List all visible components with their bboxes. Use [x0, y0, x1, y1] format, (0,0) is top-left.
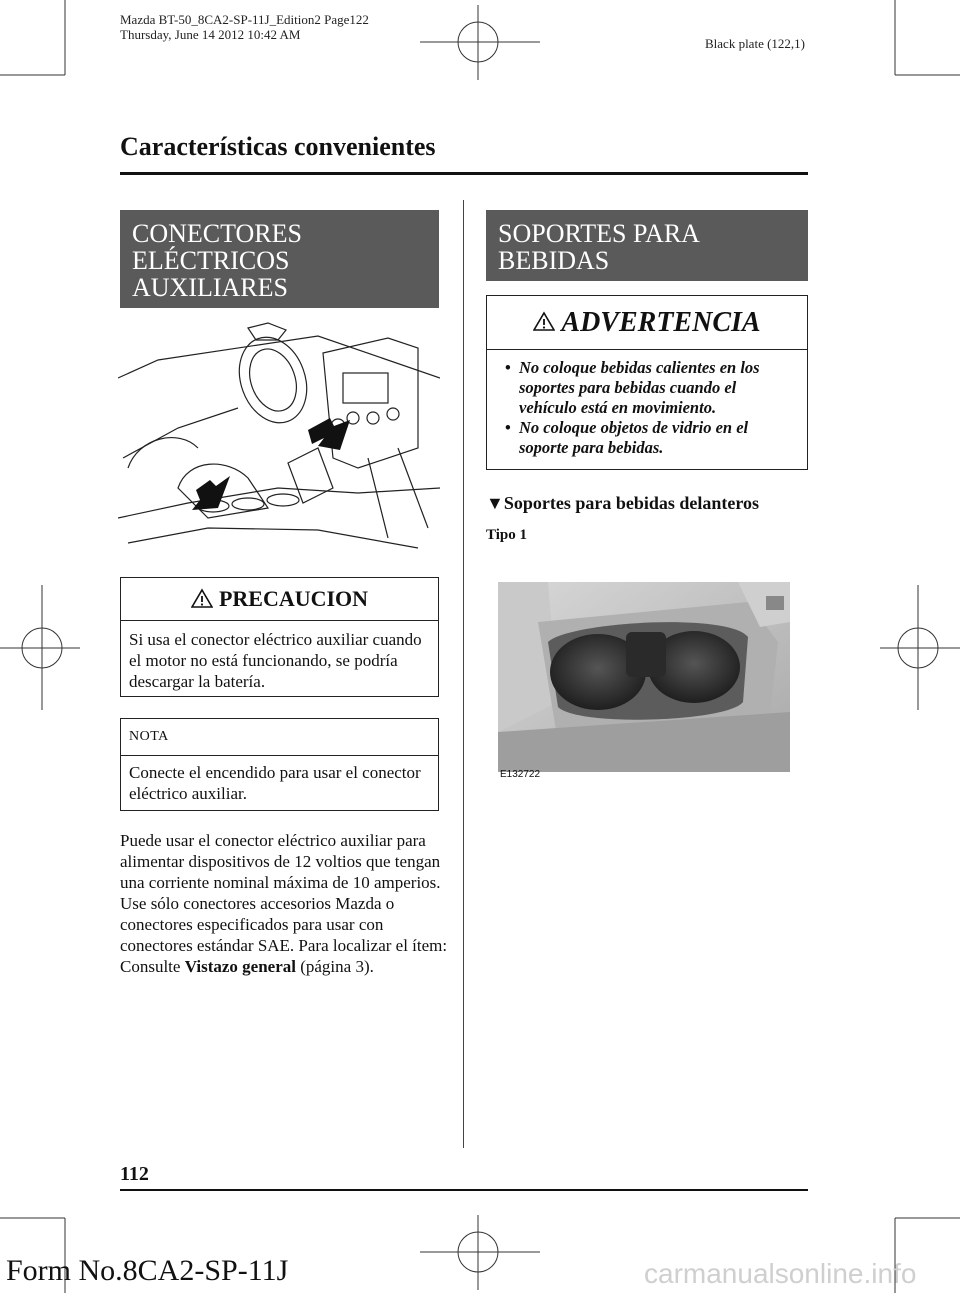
heading-line: BEBIDAS: [498, 246, 610, 275]
reference-link[interactable]: Vistazo general: [184, 957, 296, 976]
note-text: Conecte el encendido para usar el conector eléctrico auxiliar.: [129, 763, 421, 803]
warning-item: • No coloque bebidas calientes en los soportes para bebidas cuando el vehículo está en movimiento.: [505, 358, 791, 418]
warning-item: • No coloque objetos de vidrio en el soporte para bebidas.: [505, 418, 791, 458]
caution-box: [120, 577, 439, 697]
cupholder-photo: [498, 582, 790, 772]
heading-line: CONECTORES: [132, 219, 302, 248]
warning-triangle-icon: [533, 311, 555, 331]
print-job-line: Mazda BT-50_8CA2-SP-11J_Edition2 Page122: [120, 12, 369, 27]
triangle-marker-icon: ▼: [486, 493, 504, 513]
header-rule: [120, 172, 808, 175]
page-number: 112: [120, 1163, 149, 1185]
subheading: [486, 493, 759, 514]
warning-box: [486, 295, 808, 470]
warning-list: [487, 350, 807, 458]
heading-line: SOPORTES PARA: [498, 219, 700, 248]
heading-line: AUXILIARES: [132, 273, 288, 302]
watermark: carmanualsonline.info: [644, 1258, 917, 1289]
plate-label: Black plate (122,1): [705, 36, 805, 51]
section-heading-cupholders: [486, 210, 808, 281]
description-text: Puede usar el conector eléctrico auxiliar para alimentar dispositivos de 12 voltios que tengan una corriente nominal máxima de 10 amperios. Use sólo conectores accesorios Mazda o conectores especificados para usar con conectores estándar SAE. Para localizar el ítem: Consulte: [120, 831, 448, 976]
warning-triangle-icon: [191, 588, 213, 608]
type-label: Tipo 1: [486, 527, 527, 543]
column-divider: [463, 200, 464, 1148]
form-number: Form No.8CA2-SP-11J: [6, 1254, 289, 1287]
description-page-ref: (página 3).: [295, 957, 374, 976]
caution-text: Si usa el conector eléctrico auxiliar cuando el motor no está funcionando, se podría descargar la batería.: [129, 630, 422, 691]
figure-code: E132722: [500, 769, 541, 780]
print-date-line: Thursday, June 14 2012 10:42 AM: [120, 27, 301, 42]
subheading-text: Soportes para bebidas delanteros: [503, 493, 760, 513]
footer-rule: [120, 1189, 808, 1191]
section-heading-connectors: [120, 210, 439, 308]
note-box: [120, 718, 439, 811]
warning-title: ADVERTENCIA: [561, 307, 761, 338]
connector-description: [120, 830, 450, 977]
heading-line: ELÉCTRICOS: [132, 246, 290, 275]
section-title: Características convenientes: [120, 132, 436, 161]
note-title: NOTA: [121, 719, 438, 756]
car-interior-illustration: [118, 318, 440, 558]
caution-title: PRECAUCION: [218, 586, 369, 611]
